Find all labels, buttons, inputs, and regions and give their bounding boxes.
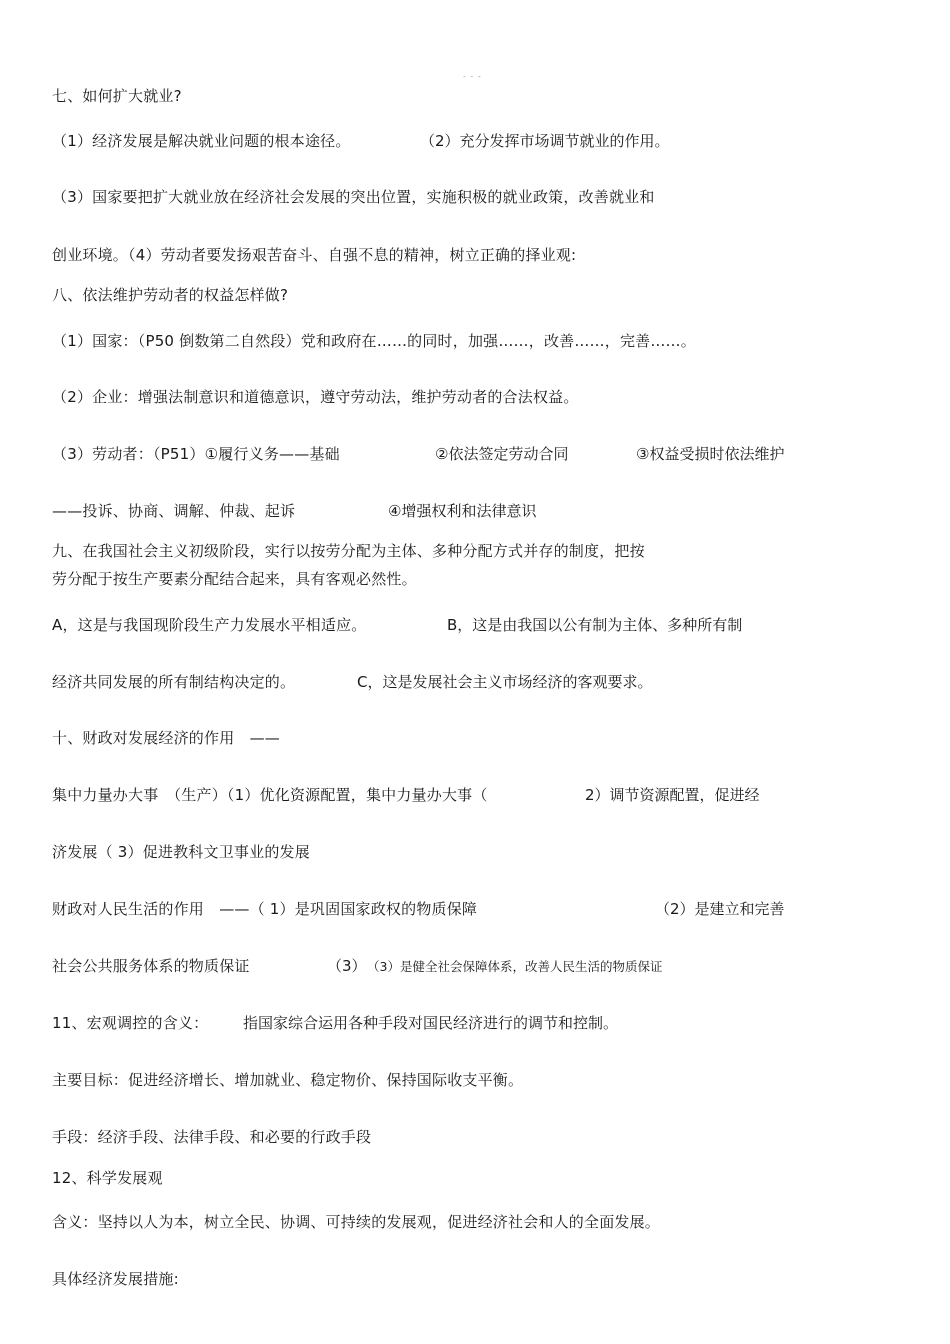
text-line: C，这是发展社会主义市场经济的客观要求。 (357, 673, 653, 691)
heading-scientific-development: 12、科学发展观 (52, 1169, 163, 1187)
text-line: （1）国家：（P50 倒数第二自然段）党和政府在……的同时，加强……，改善……，完善……。 (52, 332, 696, 350)
heading-macro-control: 11、宏观调控的含义： (52, 1014, 209, 1032)
text-line: （2）充分发挥市场调节就业的作用。 (420, 132, 670, 150)
text-line: ④增强权利和法律意识 (388, 502, 537, 520)
heading-fiscal-role: 十、财政对发展经济的作用 —— (52, 729, 281, 747)
text-line: （3）劳动者：（P51）①履行义务——基础 (52, 445, 340, 463)
text-line: （3） (327, 957, 367, 975)
text-line: B，这是由我国以公有制为主体、多种所有制 (447, 616, 743, 634)
text-line: 经济共同发展的所有制结构决定的。 (52, 673, 296, 691)
text-line-small: （3）是健全社会保障体系，改善人民生活的物质保证 (367, 959, 663, 974)
text-line: （2）是建立和完善 (655, 900, 785, 918)
text-line: 创业环境。（4）劳动者要发扬艰苦奋斗、自强不息的精神，树立正确的择业观: (52, 246, 577, 264)
text-line: 手段：经济手段、法律手段、和必要的行政手段 (52, 1128, 372, 1146)
text-line: 2）调节资源配置，促进经 (585, 786, 760, 804)
text-line: ——投诉、协商、调解、仲裁、起诉 (52, 502, 296, 520)
text-line: 济发展（ 3）促进教科文卫事业的发展 (52, 843, 310, 861)
heading-worker-rights: 八、依法维护劳动者的权益怎样做? (52, 286, 289, 304)
text-line: A，这是与我国现阶段生产力发展水平相适应。 (52, 616, 367, 634)
text-line: 财政对人民生活的作用 ——（ 1）是巩固国家政权的物质保障 (52, 900, 478, 918)
heading-distribution-system: 九、在我国社会主义初级阶段，实行以按劳分配为主体、多种分配方式并存的制度，把按 (52, 542, 645, 560)
text-line: （3）国家要把扩大就业放在经济社会发展的突出位置，实施积极的就业政策，改善就业和 (52, 188, 655, 206)
text-line: ②依法签定劳动合同 (435, 445, 569, 463)
text-line: （2）企业：增强法制意识和道德意识，遵守劳动法，维护劳动者的合法权益。 (52, 388, 579, 406)
text-line: 具体经济发展措施: (52, 1270, 179, 1288)
text-line: 劳分配于按生产要素分配结合起来，具有客观必然性。 (52, 570, 417, 588)
header-mark: - - - (463, 72, 482, 81)
text-line: ③权益受损时依法维护 (636, 445, 785, 463)
text-line: 集中力量办大事 （生产）（1）优化资源配置，集中力量办大事（ (52, 786, 488, 804)
text-line: 社会公共服务体系的物质保证 (52, 957, 250, 975)
text-line: 含义：坚持以人为本，树立全民、协调、可持续的发展观，促进经济社会和人的全面发展。 (52, 1213, 661, 1231)
text-line: 指国家综合运用各种手段对国民经济进行的调节和控制。 (243, 1014, 619, 1032)
heading-expand-employment: 七、如何扩大就业? (52, 87, 182, 105)
text-line: 主要目标：促进经济增长、增加就业、稳定物价、保持国际收支平衡。 (52, 1071, 524, 1089)
text-line: （1）经济发展是解决就业问题的根本途径。 (52, 132, 351, 150)
